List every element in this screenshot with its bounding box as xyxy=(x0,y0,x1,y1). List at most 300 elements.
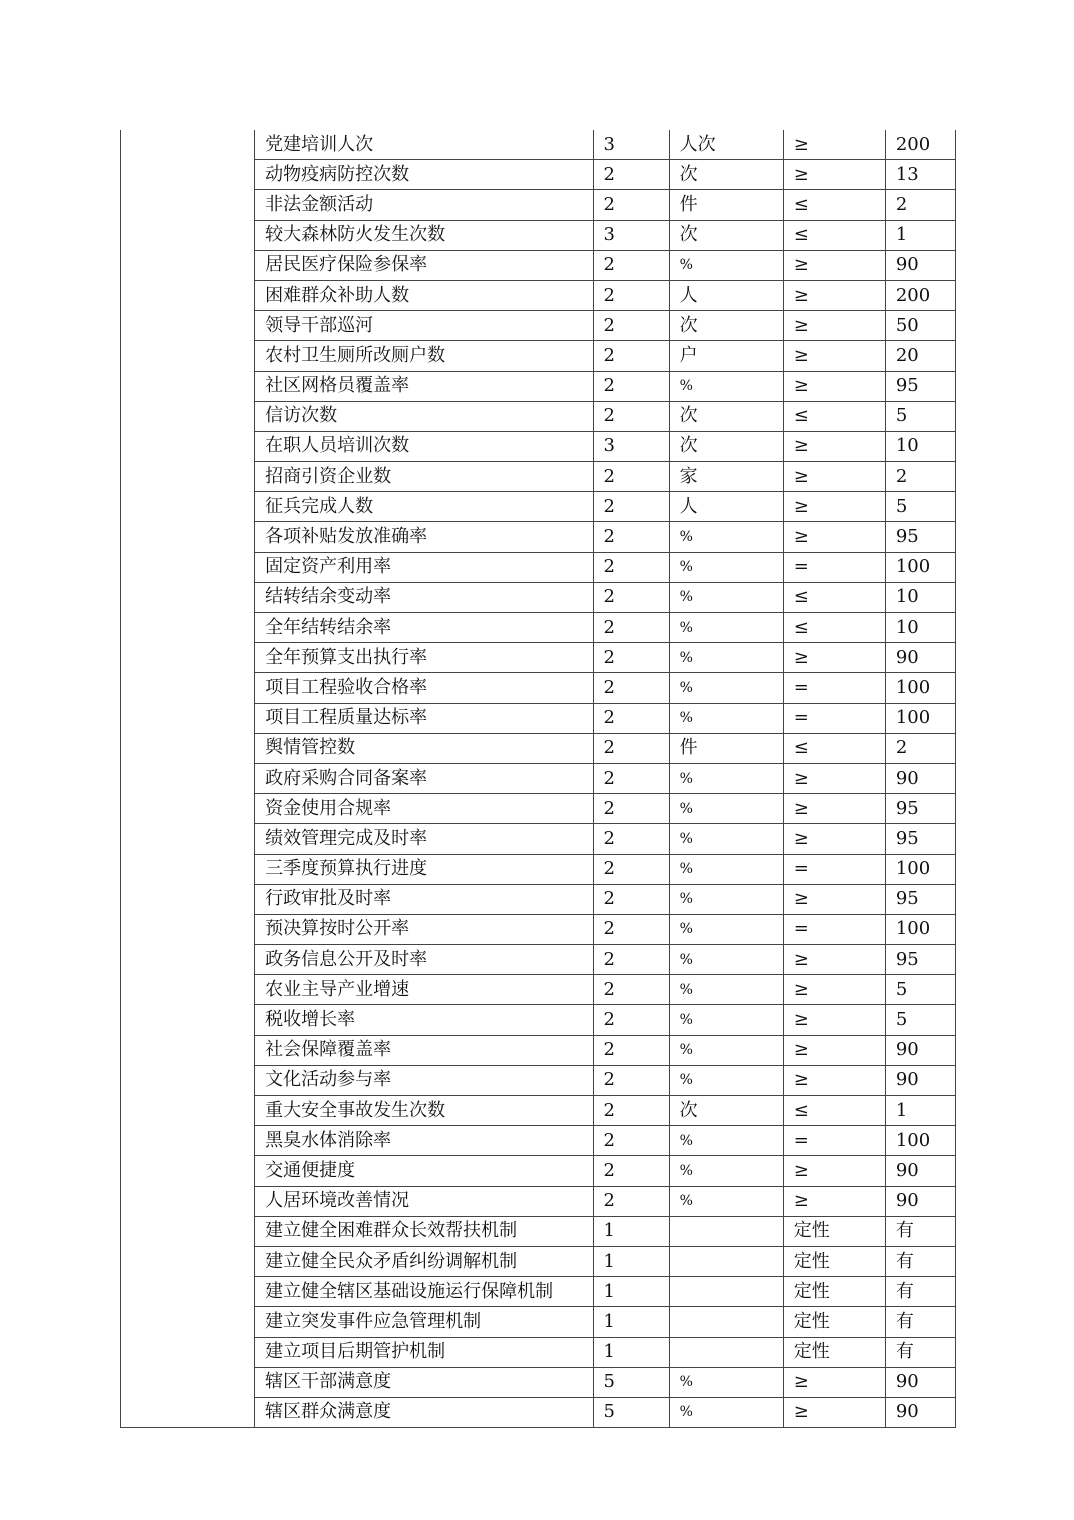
category-cell xyxy=(121,311,255,341)
indicator-name-cell: 预决算按时公开率 xyxy=(255,914,593,944)
operator-cell: ≤ xyxy=(783,1096,885,1126)
category-cell xyxy=(121,703,255,733)
indicator-name-cell: 非法金额活动 xyxy=(255,190,593,220)
operator-cell: ≤ xyxy=(783,401,885,431)
table-row xyxy=(121,431,956,461)
weight-cell: 1 xyxy=(593,1216,669,1246)
weight-cell: 2 xyxy=(593,824,669,854)
unit-cell: % xyxy=(669,703,783,733)
category-cell xyxy=(121,854,255,884)
table-row xyxy=(121,733,956,763)
target-value-cell: 90 xyxy=(885,1367,955,1397)
indicator-name-cell: 建立健全困难群众长效帮扶机制 xyxy=(255,1216,593,1246)
weight-cell: 2 xyxy=(593,794,669,824)
weight-cell: 2 xyxy=(593,854,669,884)
operator-cell: ≥ xyxy=(783,431,885,461)
unit-cell: 件 xyxy=(669,733,783,763)
target-value-cell: 2 xyxy=(885,462,955,492)
table-row xyxy=(121,975,956,1005)
table-row xyxy=(121,703,956,733)
target-value-cell: 有 xyxy=(885,1277,955,1307)
operator-cell: ≤ xyxy=(783,582,885,612)
weight-cell: 2 xyxy=(593,884,669,914)
category-cell xyxy=(121,492,255,522)
weight-cell: 2 xyxy=(593,160,669,190)
table-row xyxy=(121,1216,956,1246)
table-row xyxy=(121,643,956,673)
operator-cell: 定性 xyxy=(783,1277,885,1307)
operator-cell: 定性 xyxy=(783,1337,885,1367)
weight-cell: 2 xyxy=(593,763,669,793)
category-cell xyxy=(121,1367,255,1397)
category-cell xyxy=(121,582,255,612)
indicator-name-cell: 黑臭水体消除率 xyxy=(255,1126,593,1156)
target-value-cell: 有 xyxy=(885,1307,955,1337)
operator-cell: ≥ xyxy=(783,160,885,190)
unit-cell xyxy=(669,1216,783,1246)
weight-cell: 2 xyxy=(593,1065,669,1095)
category-cell xyxy=(121,1126,255,1156)
category-cell xyxy=(121,250,255,280)
target-value-cell: 50 xyxy=(885,311,955,341)
weight-cell: 2 xyxy=(593,250,669,280)
operator-cell: = xyxy=(783,1126,885,1156)
unit-cell: % xyxy=(669,643,783,673)
table-row xyxy=(121,673,956,703)
weight-cell: 2 xyxy=(593,190,669,220)
category-cell xyxy=(121,1156,255,1186)
unit-cell: % xyxy=(669,1126,783,1156)
operator-cell: 定性 xyxy=(783,1216,885,1246)
indicator-name-cell: 招商引资企业数 xyxy=(255,462,593,492)
target-value-cell: 95 xyxy=(885,945,955,975)
category-cell xyxy=(121,763,255,793)
target-value-cell: 有 xyxy=(885,1246,955,1276)
table-row xyxy=(121,311,956,341)
weight-cell: 2 xyxy=(593,341,669,371)
operator-cell: ≥ xyxy=(783,884,885,914)
indicator-name-cell: 项目工程验收合格率 xyxy=(255,673,593,703)
indicator-name-cell: 舆情管控数 xyxy=(255,733,593,763)
operator-cell: = xyxy=(783,854,885,884)
category-cell xyxy=(121,462,255,492)
indicator-name-cell: 重大安全事故发生次数 xyxy=(255,1096,593,1126)
category-cell xyxy=(121,190,255,220)
category-cell xyxy=(121,552,255,582)
target-value-cell: 100 xyxy=(885,552,955,582)
target-value-cell: 100 xyxy=(885,1126,955,1156)
target-value-cell: 90 xyxy=(885,1397,955,1427)
table-row xyxy=(121,371,956,401)
target-value-cell: 100 xyxy=(885,914,955,944)
weight-cell: 2 xyxy=(593,1005,669,1035)
target-value-cell: 10 xyxy=(885,431,955,461)
weight-cell: 2 xyxy=(593,945,669,975)
target-value-cell: 95 xyxy=(885,824,955,854)
table-row xyxy=(121,1397,956,1427)
unit-cell xyxy=(669,1307,783,1337)
unit-cell: 次 xyxy=(669,220,783,250)
weight-cell: 5 xyxy=(593,1397,669,1427)
category-cell xyxy=(121,280,255,310)
operator-cell: ≤ xyxy=(783,733,885,763)
target-value-cell: 90 xyxy=(885,250,955,280)
operator-cell: = xyxy=(783,552,885,582)
unit-cell: 人 xyxy=(669,492,783,522)
unit-cell: 件 xyxy=(669,190,783,220)
indicator-name-cell: 动物疫病防控次数 xyxy=(255,160,593,190)
target-value-cell: 200 xyxy=(885,280,955,310)
target-value-cell: 5 xyxy=(885,975,955,1005)
indicator-name-cell: 信访次数 xyxy=(255,401,593,431)
target-value-cell: 90 xyxy=(885,1035,955,1065)
unit-cell: 户 xyxy=(669,341,783,371)
category-cell xyxy=(121,371,255,401)
operator-cell: ≥ xyxy=(783,1156,885,1186)
indicator-name-cell: 建立突发事件应急管理机制 xyxy=(255,1307,593,1337)
weight-cell: 2 xyxy=(593,643,669,673)
category-cell xyxy=(121,1337,255,1367)
weight-cell: 2 xyxy=(593,492,669,522)
table-row xyxy=(121,854,956,884)
table-row xyxy=(121,1126,956,1156)
indicator-name-cell: 各项补贴发放准确率 xyxy=(255,522,593,552)
weight-cell: 3 xyxy=(593,431,669,461)
target-value-cell: 5 xyxy=(885,1005,955,1035)
operator-cell: ≥ xyxy=(783,1186,885,1216)
weight-cell: 2 xyxy=(593,311,669,341)
indicator-name-cell: 辖区干部满意度 xyxy=(255,1367,593,1397)
category-cell xyxy=(121,401,255,431)
weight-cell: 2 xyxy=(593,522,669,552)
weight-cell: 2 xyxy=(593,401,669,431)
table-row xyxy=(121,884,956,914)
indicator-name-cell: 固定资产利用率 xyxy=(255,552,593,582)
indicator-table xyxy=(120,130,956,1428)
table-row xyxy=(121,945,956,975)
indicator-name-cell: 交通便捷度 xyxy=(255,1156,593,1186)
weight-cell: 2 xyxy=(593,280,669,310)
unit-cell xyxy=(669,1277,783,1307)
category-cell xyxy=(121,975,255,1005)
indicator-name-cell: 农业主导产业增速 xyxy=(255,975,593,1005)
category-cell xyxy=(121,1277,255,1307)
unit-cell xyxy=(669,1246,783,1276)
indicator-name-cell: 文化活动参与率 xyxy=(255,1065,593,1095)
indicator-name-cell: 人居环境改善情况 xyxy=(255,1186,593,1216)
category-cell xyxy=(121,824,255,854)
target-value-cell: 2 xyxy=(885,190,955,220)
indicator-name-cell: 居民医疗保险参保率 xyxy=(255,250,593,280)
table-row xyxy=(121,1367,956,1397)
weight-cell: 2 xyxy=(593,733,669,763)
indicator-name-cell: 困难群众补助人数 xyxy=(255,280,593,310)
operator-cell: ≥ xyxy=(783,763,885,793)
table-row xyxy=(121,462,956,492)
table-row xyxy=(121,552,956,582)
indicator-name-cell: 税收增长率 xyxy=(255,1005,593,1035)
category-cell xyxy=(121,733,255,763)
table-row xyxy=(121,1186,956,1216)
weight-cell: 2 xyxy=(593,975,669,1005)
unit-cell: % xyxy=(669,1367,783,1397)
weight-cell: 2 xyxy=(593,673,669,703)
operator-cell: ≥ xyxy=(783,975,885,1005)
unit-cell: % xyxy=(669,673,783,703)
category-cell xyxy=(121,431,255,461)
unit-cell: 次 xyxy=(669,431,783,461)
unit-cell: % xyxy=(669,794,783,824)
target-value-cell: 90 xyxy=(885,1186,955,1216)
weight-cell: 2 xyxy=(593,1156,669,1186)
table-row xyxy=(121,1337,956,1367)
indicator-name-cell: 社会保障覆盖率 xyxy=(255,1035,593,1065)
indicator-name-cell: 党建培训人次 xyxy=(255,130,593,160)
operator-cell: ≥ xyxy=(783,462,885,492)
target-value-cell: 100 xyxy=(885,673,955,703)
operator-cell: ≥ xyxy=(783,794,885,824)
table-row xyxy=(121,280,956,310)
operator-cell: ≥ xyxy=(783,130,885,160)
category-cell xyxy=(121,341,255,371)
weight-cell: 2 xyxy=(593,552,669,582)
unit-cell: % xyxy=(669,1005,783,1035)
weight-cell: 1 xyxy=(593,1337,669,1367)
indicator-name-cell: 政府采购合同备案率 xyxy=(255,763,593,793)
weight-cell: 1 xyxy=(593,1307,669,1337)
category-cell xyxy=(121,1035,255,1065)
table-row xyxy=(121,522,956,552)
category-cell xyxy=(121,884,255,914)
unit-cell: % xyxy=(669,945,783,975)
weight-cell: 5 xyxy=(593,1367,669,1397)
unit-cell: % xyxy=(669,1156,783,1186)
indicator-name-cell: 全年预算支出执行率 xyxy=(255,643,593,673)
indicator-name-cell: 绩效管理完成及时率 xyxy=(255,824,593,854)
unit-cell: 次 xyxy=(669,160,783,190)
category-cell xyxy=(121,1397,255,1427)
category-cell xyxy=(121,1065,255,1095)
unit-cell: % xyxy=(669,914,783,944)
table-row xyxy=(121,914,956,944)
target-value-cell: 10 xyxy=(885,613,955,643)
weight-cell: 3 xyxy=(593,130,669,160)
target-value-cell: 90 xyxy=(885,1156,955,1186)
indicator-name-cell: 项目工程质量达标率 xyxy=(255,703,593,733)
category-cell xyxy=(121,160,255,190)
table-row xyxy=(121,250,956,280)
unit-cell: % xyxy=(669,1397,783,1427)
target-value-cell: 200 xyxy=(885,130,955,160)
operator-cell: ≥ xyxy=(783,1035,885,1065)
category-cell xyxy=(121,613,255,643)
operator-cell: ≥ xyxy=(783,250,885,280)
weight-cell: 2 xyxy=(593,914,669,944)
unit-cell: 次 xyxy=(669,401,783,431)
weight-cell: 2 xyxy=(593,582,669,612)
indicator-name-cell: 在职人员培训次数 xyxy=(255,431,593,461)
unit-cell: % xyxy=(669,1065,783,1095)
unit-cell xyxy=(669,1337,783,1367)
table-row xyxy=(121,582,956,612)
indicator-name-cell: 领导干部巡河 xyxy=(255,311,593,341)
operator-cell: ≤ xyxy=(783,220,885,250)
operator-cell: ≥ xyxy=(783,341,885,371)
category-cell xyxy=(121,130,255,160)
operator-cell: ≥ xyxy=(783,643,885,673)
table-row xyxy=(121,1065,956,1095)
operator-cell: 定性 xyxy=(783,1246,885,1276)
operator-cell: ≥ xyxy=(783,1065,885,1095)
unit-cell: % xyxy=(669,763,783,793)
target-value-cell: 2 xyxy=(885,733,955,763)
weight-cell: 2 xyxy=(593,462,669,492)
unit-cell: 次 xyxy=(669,1096,783,1126)
table-row xyxy=(121,401,956,431)
operator-cell: ≥ xyxy=(783,522,885,552)
table-row xyxy=(121,613,956,643)
indicator-name-cell: 较大森林防火发生次数 xyxy=(255,220,593,250)
operator-cell: ≤ xyxy=(783,190,885,220)
target-value-cell: 20 xyxy=(885,341,955,371)
table-row xyxy=(121,1307,956,1337)
operator-cell: ≥ xyxy=(783,371,885,401)
weight-cell: 2 xyxy=(593,703,669,733)
category-cell xyxy=(121,673,255,703)
target-value-cell: 5 xyxy=(885,401,955,431)
table-row xyxy=(121,1246,956,1276)
operator-cell: ≤ xyxy=(783,613,885,643)
operator-cell: ≥ xyxy=(783,1005,885,1035)
indicator-name-cell: 行政审批及时率 xyxy=(255,884,593,914)
category-cell xyxy=(121,522,255,552)
table-row xyxy=(121,1005,956,1035)
operator-cell: ≥ xyxy=(783,280,885,310)
weight-cell: 2 xyxy=(593,1186,669,1216)
indicator-name-cell: 政务信息公开及时率 xyxy=(255,945,593,975)
unit-cell: % xyxy=(669,522,783,552)
unit-cell: % xyxy=(669,582,783,612)
unit-cell: % xyxy=(669,1186,783,1216)
table-row xyxy=(121,794,956,824)
target-value-cell: 有 xyxy=(885,1216,955,1246)
weight-cell: 2 xyxy=(593,371,669,401)
weight-cell: 3 xyxy=(593,220,669,250)
category-cell xyxy=(121,1005,255,1035)
category-cell xyxy=(121,914,255,944)
target-value-cell: 95 xyxy=(885,371,955,401)
unit-cell: % xyxy=(669,613,783,643)
category-cell xyxy=(121,1096,255,1126)
indicator-name-cell: 建立健全辖区基础设施运行保障机制 xyxy=(255,1277,593,1307)
target-value-cell: 13 xyxy=(885,160,955,190)
weight-cell: 1 xyxy=(593,1277,669,1307)
operator-cell: ≥ xyxy=(783,1367,885,1397)
operator-cell: ≥ xyxy=(783,1397,885,1427)
category-cell xyxy=(121,643,255,673)
unit-cell: 人次 xyxy=(669,130,783,160)
indicator-name-cell: 农村卫生厕所改厕户数 xyxy=(255,341,593,371)
weight-cell: 2 xyxy=(593,1126,669,1156)
unit-cell: 人 xyxy=(669,280,783,310)
category-cell xyxy=(121,1246,255,1276)
weight-cell: 1 xyxy=(593,1246,669,1276)
operator-cell: ≥ xyxy=(783,311,885,341)
operator-cell: ≥ xyxy=(783,492,885,522)
category-cell xyxy=(121,945,255,975)
target-value-cell: 1 xyxy=(885,220,955,250)
target-value-cell: 95 xyxy=(885,884,955,914)
category-cell xyxy=(121,1307,255,1337)
indicator-name-cell: 三季度预算执行进度 xyxy=(255,854,593,884)
operator-cell: ≥ xyxy=(783,945,885,975)
table-row xyxy=(121,763,956,793)
indicator-name-cell: 征兵完成人数 xyxy=(255,492,593,522)
unit-cell: % xyxy=(669,552,783,582)
indicator-name-cell: 建立健全民众矛盾纠纷调解机制 xyxy=(255,1246,593,1276)
target-value-cell: 95 xyxy=(885,522,955,552)
category-cell xyxy=(121,794,255,824)
operator-cell: 定性 xyxy=(783,1307,885,1337)
indicator-table-body xyxy=(121,130,956,1428)
operator-cell: ≥ xyxy=(783,824,885,854)
target-value-cell: 100 xyxy=(885,703,955,733)
target-value-cell: 有 xyxy=(885,1337,955,1367)
table-row xyxy=(121,130,956,160)
table-row xyxy=(121,1096,956,1126)
unit-cell: % xyxy=(669,1035,783,1065)
table-row xyxy=(121,220,956,250)
unit-cell: 家 xyxy=(669,462,783,492)
indicator-name-cell: 资金使用合规率 xyxy=(255,794,593,824)
indicator-name-cell: 辖区群众满意度 xyxy=(255,1397,593,1427)
category-cell xyxy=(121,220,255,250)
table-row xyxy=(121,190,956,220)
table-row xyxy=(121,341,956,371)
unit-cell: % xyxy=(669,854,783,884)
target-value-cell: 90 xyxy=(885,643,955,673)
operator-cell: = xyxy=(783,673,885,703)
table-row xyxy=(121,1035,956,1065)
indicator-name-cell: 社区网格员覆盖率 xyxy=(255,371,593,401)
unit-cell: % xyxy=(669,824,783,854)
unit-cell: % xyxy=(669,884,783,914)
unit-cell: 次 xyxy=(669,311,783,341)
operator-cell: = xyxy=(783,703,885,733)
indicator-name-cell: 结转结余变动率 xyxy=(255,582,593,612)
target-value-cell: 90 xyxy=(885,1065,955,1095)
unit-cell: % xyxy=(669,371,783,401)
weight-cell: 2 xyxy=(593,1096,669,1126)
indicator-name-cell: 建立项目后期管护机制 xyxy=(255,1337,593,1367)
target-value-cell: 5 xyxy=(885,492,955,522)
table-row xyxy=(121,1156,956,1186)
unit-cell: % xyxy=(669,975,783,1005)
weight-cell: 2 xyxy=(593,1035,669,1065)
target-value-cell: 90 xyxy=(885,763,955,793)
table-row xyxy=(121,160,956,190)
category-cell xyxy=(121,1216,255,1246)
category-cell xyxy=(121,1186,255,1216)
target-value-cell: 1 xyxy=(885,1096,955,1126)
target-value-cell: 100 xyxy=(885,854,955,884)
table-row xyxy=(121,1277,956,1307)
target-value-cell: 10 xyxy=(885,582,955,612)
target-value-cell: 95 xyxy=(885,794,955,824)
unit-cell: % xyxy=(669,250,783,280)
operator-cell: = xyxy=(783,914,885,944)
weight-cell: 2 xyxy=(593,613,669,643)
